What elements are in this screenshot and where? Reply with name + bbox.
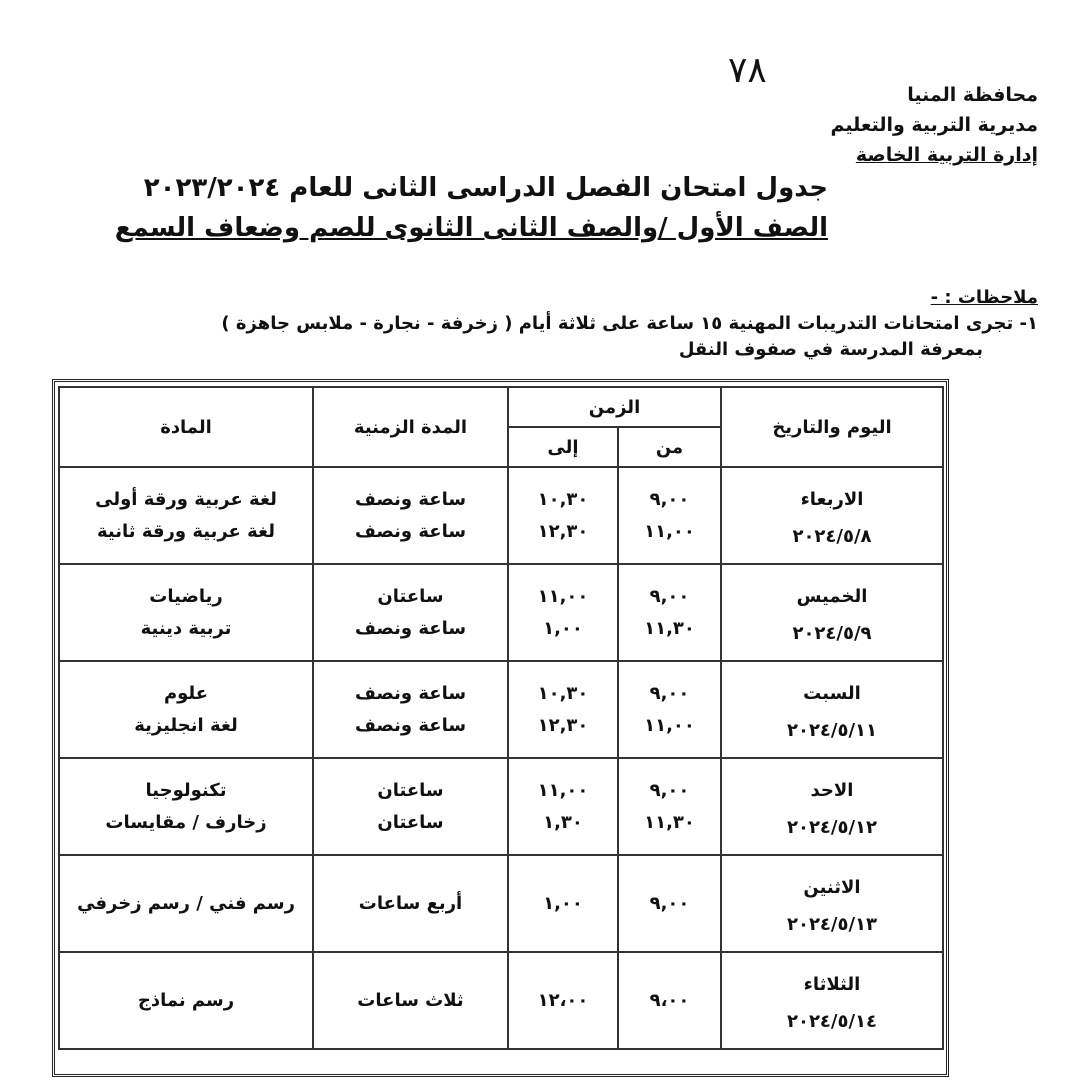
day-date-cell [721,661,943,758]
subject: تربية دينية [140,617,232,639]
title-line-1: جدول امتحان الفصل الدراسى الثانى للعام ٢٠٢٣/٢٠٢٤ [143,173,828,203]
day-name: الاربعاء [800,489,864,510]
from-time: ١١,٠٠ [644,714,695,736]
exam-date: ٢٠٢٤/٥/١٢ [786,817,878,838]
duration: ساعة ونصف [354,520,467,542]
from-time: ١١,٣٠ [644,811,695,833]
header-day-date: اليوم والتاريخ [721,387,943,467]
to-time: ١٠,٣٠ [537,682,589,704]
to-time: ١,٠٠ [543,617,583,639]
subject-cell [59,661,313,758]
subject-cell [59,564,313,661]
to-time: ١٢,٣٠ [537,520,589,542]
duration: ثلاث ساعات [357,989,464,1011]
from-cell [618,564,721,661]
department-label: إدارة التربية الخاصة [855,144,1038,166]
duration-cell [313,952,508,1049]
table-row [59,758,943,855]
table-row [59,661,943,758]
header-subject: المادة [59,387,313,467]
to-time: ١١,٠٠ [537,585,589,607]
table-row [59,467,943,564]
from-time: ١١,٣٠ [644,617,695,639]
to-cell [508,467,618,564]
header-duration: المدة الزمنية [313,387,508,467]
day-date-cell [721,467,943,564]
subject: زخارف / مقايسات [105,811,267,833]
from-time: ٩,٠٠ [649,585,690,607]
header-from: من [618,427,721,467]
subject: رسم نماذج [137,989,235,1011]
from-time: ١١,٠٠ [644,520,695,542]
day-name: السبت [803,683,861,704]
from-time: ٩,٠٠ [649,488,690,510]
subject-cell [59,758,313,855]
duration: ساعتان [377,811,444,833]
subject: تكنولوجيا [145,779,227,801]
subject: لغة عربية ورقة أولى [95,488,277,510]
duration: ساعة ونصف [354,682,467,704]
exam-schedule-table [58,386,944,1050]
day-date-cell [721,952,943,1049]
table-row [59,952,943,1049]
to-time: ١١,٠٠ [537,779,589,801]
from-time: ٩,٠٠ [649,892,690,914]
duration-cell [313,758,508,855]
subject-cell [59,855,313,952]
day-date-cell [721,758,943,855]
notes-heading: ملاحظات : - [930,287,1038,308]
issuing-authority [830,80,1038,170]
duration-cell [313,564,508,661]
note-1-continuation: بمعرفة المدرسة في صفوف النقل [678,339,983,360]
header-to: إلى [508,427,618,467]
exam-date: ٢٠٢٤/٥/١٤ [786,1011,878,1032]
to-cell [508,855,618,952]
table-row [59,564,943,661]
exam-date: ٢٠٢٤/٥/١٣ [786,914,878,935]
subject: علوم [163,682,209,704]
day-name: الاحد [810,780,854,801]
duration: ساعة ونصف [354,714,467,736]
from-cell [618,758,721,855]
day-name: الثلاثاء [803,974,861,995]
to-time: ١٢،٠٠ [537,989,589,1011]
to-time: ١,٣٠ [543,811,583,833]
duration-cell [313,855,508,952]
subject: رسم فني / رسم زخرفي [77,892,295,914]
to-cell [508,661,618,758]
duration-cell [313,661,508,758]
table-row [59,855,943,952]
to-time: ١٢,٣٠ [537,714,589,736]
day-name: الاثنين [803,877,861,898]
from-time: ٩,٠٠ [649,779,690,801]
from-cell [618,467,721,564]
subject-cell [59,952,313,1049]
document-title [115,168,828,248]
duration: ساعة ونصف [354,617,467,639]
duration: ساعة ونصف [354,488,467,510]
from-cell [618,661,721,758]
duration: أربع ساعات [358,892,463,914]
title-line-2: الصف الأول /والصف الثانى الثانوى للصم وضعاف السمع [114,213,828,243]
to-cell [508,564,618,661]
note-1: ١- تجرى امتحانات التدريبات المهنية ١٥ ساعة على ثلاثة أيام ( زخرفة - نجارة - ملابس جاهزة ) [221,313,1038,334]
duration: ساعتان [377,585,444,607]
page-number: ٧٨ [728,50,767,91]
governorate-label: محافظة المنيا [907,84,1038,106]
from-cell [618,952,721,1049]
from-time: ٩،٠٠ [649,989,690,1011]
exam-date: ٢٠٢٤/٥/٨ [792,526,872,547]
header-time: الزمن [508,387,721,427]
exam-date: ٢٠٢٤/٥/٩ [792,623,872,644]
to-cell [508,758,618,855]
subject: لغة عربية ورقة ثانية [97,520,275,542]
directorate-label: مديرية التربية والتعليم [830,114,1038,136]
day-date-cell [721,564,943,661]
day-name: الخميس [796,586,868,607]
notes-section [221,285,1038,363]
exam-date: ٢٠٢٤/٥/١١ [786,720,878,741]
to-time: ١٠,٣٠ [537,488,589,510]
duration-cell [313,467,508,564]
duration: ساعتان [377,779,444,801]
subject: رياضيات [149,585,223,607]
day-date-cell [721,855,943,952]
to-cell [508,952,618,1049]
from-cell [618,855,721,952]
from-time: ٩,٠٠ [649,682,690,704]
to-time: ١,٠٠ [543,892,583,914]
subject: لغة انجليزية [134,714,238,736]
subject-cell [59,467,313,564]
